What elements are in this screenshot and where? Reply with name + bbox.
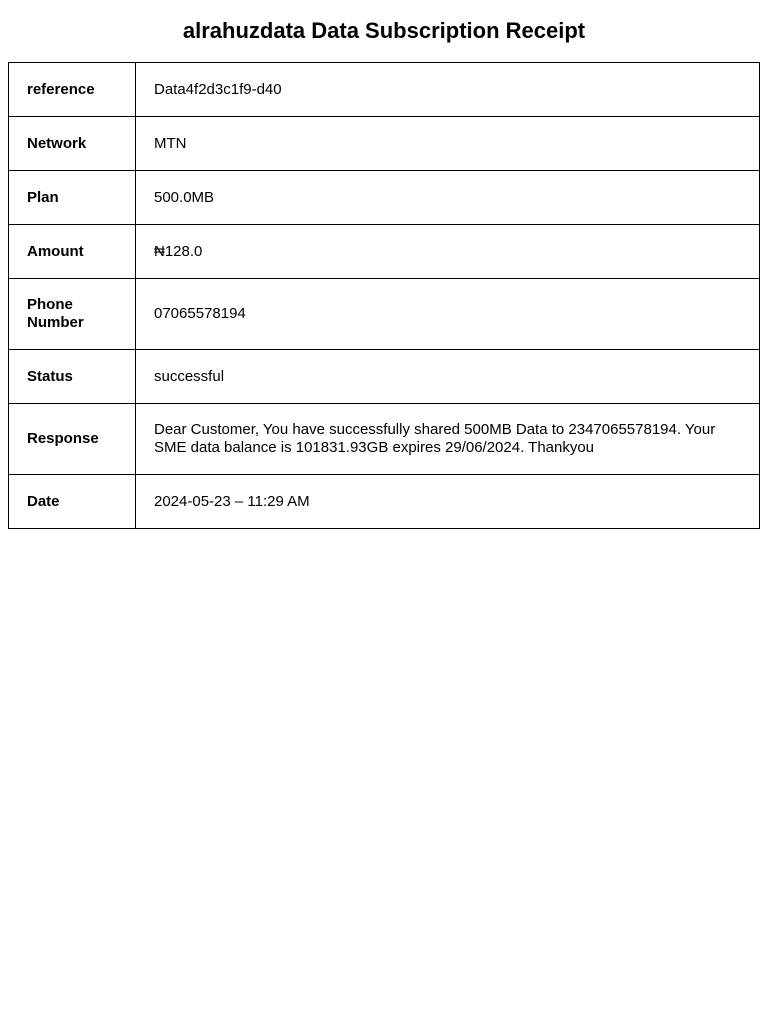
row-value-amount: ₦128.0: [136, 225, 760, 279]
table-row-reference: [9, 63, 760, 117]
row-value-response: Dear Customer, You have successfully shared 500MB Data to 2347065578194. Your SME data balance is 101831.93GB expires 29/06/2024. Thankyou: [136, 404, 760, 475]
receipt-table: [8, 62, 760, 529]
table-row-amount: [9, 225, 760, 279]
row-label-network: Network: [9, 117, 136, 171]
table-row-response: [9, 404, 760, 475]
row-label-date: Date: [9, 475, 136, 529]
row-value-reference: Data4f2d3c1f9-d40: [136, 63, 760, 117]
row-label-status: Status: [9, 350, 136, 404]
row-label-reference: reference: [9, 63, 136, 117]
row-label-amount: Amount: [9, 225, 136, 279]
table-row-status: [9, 350, 760, 404]
row-value-phone-number: 07065578194: [136, 279, 760, 350]
row-value-status: successful: [136, 350, 760, 404]
row-value-network: MTN: [136, 117, 760, 171]
table-row-date: [9, 475, 760, 529]
row-value-date: 2024-05-23 – 11:29 AM: [136, 475, 760, 529]
row-value-plan: 500.0MB: [136, 171, 760, 225]
row-label-response: Response: [9, 404, 136, 475]
table-row-network: [9, 117, 760, 171]
table-row-plan: [9, 171, 760, 225]
receipt-title: alrahuzdata Data Subscription Receipt: [182, 18, 586, 43]
row-label-plan: Plan: [9, 171, 136, 225]
table-row-phone-number: [9, 279, 760, 350]
row-label-phone-number: Phone Number: [9, 279, 136, 350]
